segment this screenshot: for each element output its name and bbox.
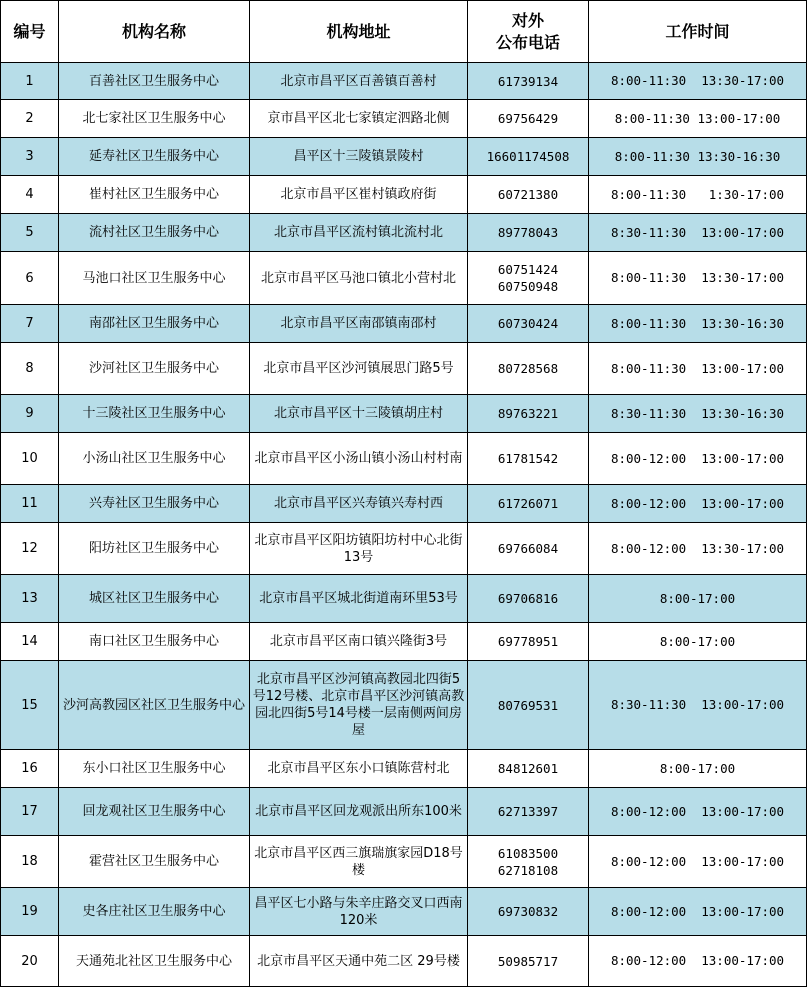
working-hours-text: 8:00-12:00 13:00-17:00: [610, 450, 785, 466]
working-hours: [589, 433, 807, 485]
row-number: 9: [1, 395, 59, 433]
phone-number: 16601174508: [486, 149, 570, 164]
table-row: [1, 485, 807, 523]
center-name: 马池口社区卫生服务中心: [59, 252, 250, 305]
row-number: 1: [1, 63, 59, 100]
phone-cell: [468, 623, 589, 661]
row-number: 3: [1, 138, 59, 176]
row-number: 13: [1, 575, 59, 623]
working-hours-text: 8:00-12:00 13:00-17:00: [610, 803, 785, 819]
phone-number: 61083500: [497, 845, 559, 861]
center-address: 北京市昌平区天通中苑二区 29号楼: [250, 936, 468, 987]
center-name: 北七家社区卫生服务中心: [59, 100, 250, 138]
center-address: 北京市昌平区流村镇北流村北: [250, 214, 468, 252]
center-address: 昌平区十三陵镇景陵村: [250, 138, 468, 176]
center-name: 百善社区卫生服务中心: [59, 63, 250, 100]
working-hours: [589, 575, 807, 623]
table-row: [1, 836, 807, 888]
center-address: 北京市昌平区回龙观派出所东100米: [250, 788, 468, 836]
header-phone: [468, 1, 589, 63]
working-hours-text: 8:00-11:30 13:00-17:00: [610, 360, 785, 376]
header-phone-line2: 公布电话: [495, 32, 560, 52]
center-address: 北京市昌平区十三陵镇胡庄村: [250, 395, 468, 433]
working-hours: [589, 623, 807, 661]
phone-number: 69756429: [497, 111, 559, 126]
row-number: 14: [1, 623, 59, 661]
phone-cell: [468, 750, 589, 788]
phone-number: 69766084: [497, 541, 559, 556]
row-number: 17: [1, 788, 59, 836]
table-row: [1, 252, 807, 305]
phone-number: 80728568: [497, 361, 559, 376]
phone-cell: [468, 661, 589, 750]
working-hours: [589, 888, 807, 936]
working-hours-text: 8:00-12:00 13:00-17:00: [610, 853, 785, 869]
phone-cell: [468, 63, 589, 100]
row-number: 20: [1, 936, 59, 987]
working-hours-text: 8:00-17:00: [659, 760, 736, 776]
center-address: 北京市昌平区东小口镇陈营村北: [250, 750, 468, 788]
working-hours-text: 8:30-11:30 13:00-17:00: [610, 697, 785, 712]
working-hours-text: 8:30-11:30 13:00-17:00: [610, 224, 785, 240]
table-body: [1, 63, 807, 987]
center-name: 崔村社区卫生服务中心: [59, 176, 250, 214]
phone-number: 60730424: [497, 316, 559, 331]
phone-number: 84812601: [497, 761, 559, 776]
table-row: [1, 138, 807, 176]
phone-number: 69730832: [497, 904, 559, 919]
phone-number: 89763221: [497, 406, 559, 421]
center-address: 京市昌平区北七家镇定泗路北侧: [250, 100, 468, 138]
phone-number: 61726071: [497, 496, 559, 511]
working-hours: [589, 750, 807, 788]
working-hours-text: 8:00-11:30 13:30-17:00: [610, 270, 785, 285]
phone-cell: [468, 252, 589, 305]
center-name: 回龙观社区卫生服务中心: [59, 788, 250, 836]
phone-cell: [468, 575, 589, 623]
table-row: [1, 176, 807, 214]
center-name: 沙河社区卫生服务中心: [59, 343, 250, 395]
working-hours: [589, 252, 807, 305]
header-num: 编号: [1, 1, 59, 63]
working-hours: [589, 138, 807, 176]
center-name: 天通苑北社区卫生服务中心: [59, 936, 250, 987]
phone-number: 60721380: [497, 187, 559, 202]
center-name: 流村社区卫生服务中心: [59, 214, 250, 252]
center-address: 昌平区七小路与朱辛庄路交叉口西南120米: [250, 888, 468, 936]
working-hours: [589, 305, 807, 343]
center-address: 北京市昌平区小汤山镇小汤山村村南: [250, 433, 468, 485]
row-number: 12: [1, 523, 59, 575]
phone-number: 80769531: [497, 697, 559, 713]
working-hours-text: 8:00-12:00 13:30-17:00: [610, 540, 785, 556]
table-row: [1, 575, 807, 623]
header-address: 机构地址: [250, 1, 468, 63]
working-hours: [589, 523, 807, 575]
header-hours: 工作时间: [589, 1, 807, 63]
phone-number: 60751424: [497, 262, 559, 277]
center-name: 南口社区卫生服务中心: [59, 623, 250, 661]
working-hours-text: 8:00-12:00 13:00-17:00: [610, 903, 785, 919]
phone-cell: [468, 523, 589, 575]
table-row: [1, 523, 807, 575]
center-name: 十三陵社区卫生服务中心: [59, 395, 250, 433]
center-name: 沙河高教园区社区卫生服务中心: [59, 661, 250, 750]
phone-number: 69706816: [497, 591, 559, 606]
phone-cell: [468, 788, 589, 836]
working-hours-text: 8:00-11:30 13:30-16:30: [610, 315, 785, 331]
working-hours-text: 8:00-11:30 13:00-17:00: [614, 110, 781, 126]
header-row: [1, 1, 807, 63]
center-name: 延寿社区卫生服务中心: [59, 138, 250, 176]
phone-cell: [468, 888, 589, 936]
row-number: 5: [1, 214, 59, 252]
center-address: 北京市昌平区南口镇兴隆街3号: [250, 623, 468, 661]
phone-cell: [468, 343, 589, 395]
phone-number: 62713397: [497, 804, 559, 819]
working-hours-text: 8:00-12:00 13:00-17:00: [610, 953, 785, 968]
working-hours: [589, 936, 807, 987]
working-hours-text: 8:00-17:00: [659, 633, 736, 649]
row-number: 2: [1, 100, 59, 138]
working-hours: [589, 100, 807, 138]
table-row: [1, 623, 807, 661]
center-name: 东小口社区卫生服务中心: [59, 750, 250, 788]
working-hours: [589, 485, 807, 523]
row-number: 11: [1, 485, 59, 523]
table-row: [1, 750, 807, 788]
center-name: 南邵社区卫生服务中心: [59, 305, 250, 343]
phone-cell: [468, 100, 589, 138]
phone-cell: [468, 176, 589, 214]
table-row: [1, 788, 807, 836]
working-hours-text: 8:00-12:00 13:00-17:00: [610, 495, 785, 511]
table-row: [1, 661, 807, 750]
row-number: 6: [1, 252, 59, 305]
phone-cell: [468, 395, 589, 433]
phone-number: 69778951: [497, 634, 559, 649]
center-address: 北京市昌平区南邵镇南邵村: [250, 305, 468, 343]
table-row: [1, 936, 807, 987]
table-row: [1, 395, 807, 433]
center-name: 兴寿社区卫生服务中心: [59, 485, 250, 523]
center-name: 小汤山社区卫生服务中心: [59, 433, 250, 485]
phone-cell: [468, 433, 589, 485]
center-address: 北京市昌平区崔村镇政府街: [250, 176, 468, 214]
phone-number: 61781542: [497, 451, 559, 466]
working-hours-text: 8:00-11:30 13:30-17:00: [610, 73, 785, 88]
working-hours-text: 8:00-17:00: [659, 590, 736, 606]
center-address: 北京市昌平区百善镇百善村: [250, 63, 468, 100]
center-name: 史各庄社区卫生服务中心: [59, 888, 250, 936]
table-row: [1, 100, 807, 138]
working-hours: [589, 63, 807, 100]
table-row: [1, 63, 807, 100]
row-number: 10: [1, 433, 59, 485]
center-name: 阳坊社区卫生服务中心: [59, 523, 250, 575]
row-number: 15: [1, 661, 59, 750]
working-hours: [589, 176, 807, 214]
table-row: [1, 433, 807, 485]
phone-number: 89778043: [497, 225, 559, 240]
center-name: 霍营社区卫生服务中心: [59, 836, 250, 888]
center-address: 北京市昌平区西三旗瑞旗家园D18号楼: [250, 836, 468, 888]
phone-cell: [468, 305, 589, 343]
row-number: 16: [1, 750, 59, 788]
table-row: [1, 343, 807, 395]
row-number: 4: [1, 176, 59, 214]
row-number: 8: [1, 343, 59, 395]
working-hours: [589, 343, 807, 395]
phone-number: 60750948: [497, 279, 559, 294]
working-hours: [589, 788, 807, 836]
working-hours-text: 8:00-11:30 1:30-17:00: [610, 186, 785, 202]
phone-cell: [468, 214, 589, 252]
phone-number: 50985717: [497, 953, 559, 969]
row-number: 19: [1, 888, 59, 936]
row-number: 7: [1, 305, 59, 343]
center-address: 北京市昌平区兴寿镇兴寿村西: [250, 485, 468, 523]
working-hours-text: 8:00-11:30 13:30-16:30: [614, 148, 781, 164]
header-name: 机构名称: [59, 1, 250, 63]
phone-cell: [468, 936, 589, 987]
center-address: 北京市昌平区城北街道南环里53号: [250, 575, 468, 623]
working-hours: [589, 214, 807, 252]
table-row: [1, 214, 807, 252]
table-row: [1, 305, 807, 343]
center-address: 北京市昌平区阳坊镇阳坊村中心北街13号: [250, 523, 468, 575]
center-address: 北京市昌平区沙河镇展思门路5号: [250, 343, 468, 395]
center-address: 北京市昌平区沙河镇高教园北四街5号12号楼、北京市昌平区沙河镇高教园北四街5号14号楼一层南侧两间房屋: [250, 661, 468, 750]
center-address: 北京市昌平区马池口镇北小营村北: [250, 252, 468, 305]
phone-cell: [468, 836, 589, 888]
row-number: 18: [1, 836, 59, 888]
phone-cell: [468, 138, 589, 176]
working-hours: [589, 836, 807, 888]
working-hours-text: 8:30-11:30 13:30-16:30: [610, 405, 785, 421]
center-name: 城区社区卫生服务中心: [59, 575, 250, 623]
working-hours: [589, 395, 807, 433]
phone-cell: [468, 485, 589, 523]
phone-number: 61739134: [497, 73, 559, 89]
table-row: [1, 888, 807, 936]
phone-number: 62718108: [497, 862, 559, 878]
working-hours: [589, 661, 807, 750]
header-phone-line1: 对外: [511, 10, 544, 30]
